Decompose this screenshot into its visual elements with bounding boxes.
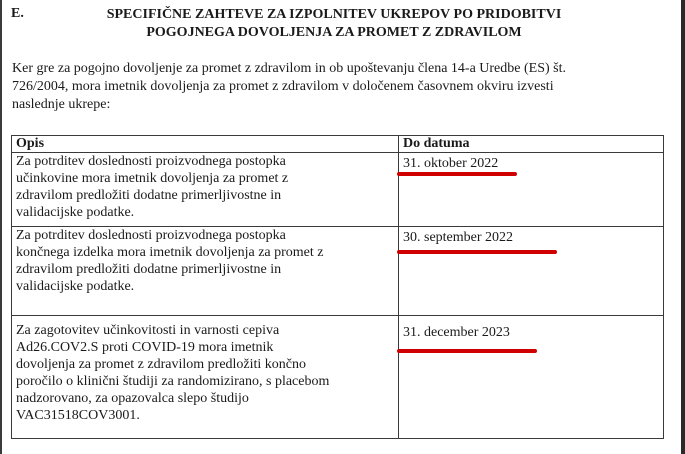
row-1-line-4: validacijske podatke. <box>16 205 135 220</box>
row-2-line-2: končnega izdelka mora imetnik dovoljenja za promet z <box>16 245 324 260</box>
table-row <box>12 227 664 316</box>
date-underline-2 <box>397 250 557 254</box>
row-1-line-2: učinkovine mora imetnik dovoljenja za promet z <box>16 171 289 186</box>
row-1-date-cell <box>399 153 664 227</box>
row-2-description <box>12 227 399 316</box>
row-2-date-cell <box>399 227 664 316</box>
row-2-line-1: Za potrditev doslednosti proizvodnega postopka <box>16 228 286 243</box>
section-title-line-1: SPECIFIČNE ZAHTEVE ZA IZPOLNITEV UKREPOV PO PRIDOBITVI <box>106 7 562 22</box>
row-3-line-1: Za zagotovitev učinkovitosti in varnosti cepiva <box>16 323 280 338</box>
section-title <box>54 6 614 42</box>
intro-line-3: naslednje ukrepe: <box>12 97 111 112</box>
row-3-date-cell <box>399 316 664 439</box>
row-2-line-4: validacijske podatke. <box>16 279 135 294</box>
row-1-date: 31. oktober 2022 <box>403 156 499 171</box>
page-edge-right <box>681 0 685 454</box>
row-1-description <box>12 153 399 227</box>
intro-line-2: 726/2004, mora imetnik dovoljenja za promet z zdravilom v določenem časovnem okviru izvesti <box>12 79 554 94</box>
date-underline-1 <box>397 172 517 176</box>
row-3-date: 31. december 2023 <box>403 325 510 340</box>
date-underline-3 <box>397 349 537 353</box>
row-3-line-4: poročilo o klinični študiji za randomizirano, s placebom <box>16 374 330 389</box>
row-1-line-3: zdravilom predložiti dodatne primerljivostne in <box>16 188 282 203</box>
row-3-description <box>12 316 399 439</box>
intro-line-1: Ker gre za pogojno dovoljenje za promet z zdravilom in ob upoštevanju člena 14-a Uredbe (ES) št. <box>12 61 566 76</box>
table-header-row <box>12 136 664 153</box>
row-3-line-2: Ad26.COV2.S proti COVID-19 mora imetnik <box>16 340 274 355</box>
section-letter: E. <box>11 6 24 21</box>
measures-table <box>11 135 664 439</box>
row-3-line-6: VAC31518COV3001. <box>16 408 140 423</box>
row-3-line-5: nadzorovano, za opazovalca slepo študijo <box>16 391 249 406</box>
section-title-line-2: POGOJNEGA DOVOLJENJA ZA PROMET Z ZDRAVILOM <box>146 25 522 40</box>
intro-paragraph <box>12 60 652 114</box>
table-row <box>12 316 664 439</box>
table-row <box>12 153 664 227</box>
row-2-date: 30. september 2022 <box>403 230 514 245</box>
header-description: Opis <box>12 136 399 153</box>
row-3-line-3: dovoljenja za promet z zdravilom predložiti končno <box>16 357 307 372</box>
row-2-line-3: zdravilom predložiti dodatne primerljivostne in <box>16 262 282 277</box>
page-edge-left <box>0 0 2 454</box>
row-1-line-1: Za potrditev doslednosti proizvodnega postopka <box>16 154 286 169</box>
header-date: Do datuma <box>399 136 664 153</box>
